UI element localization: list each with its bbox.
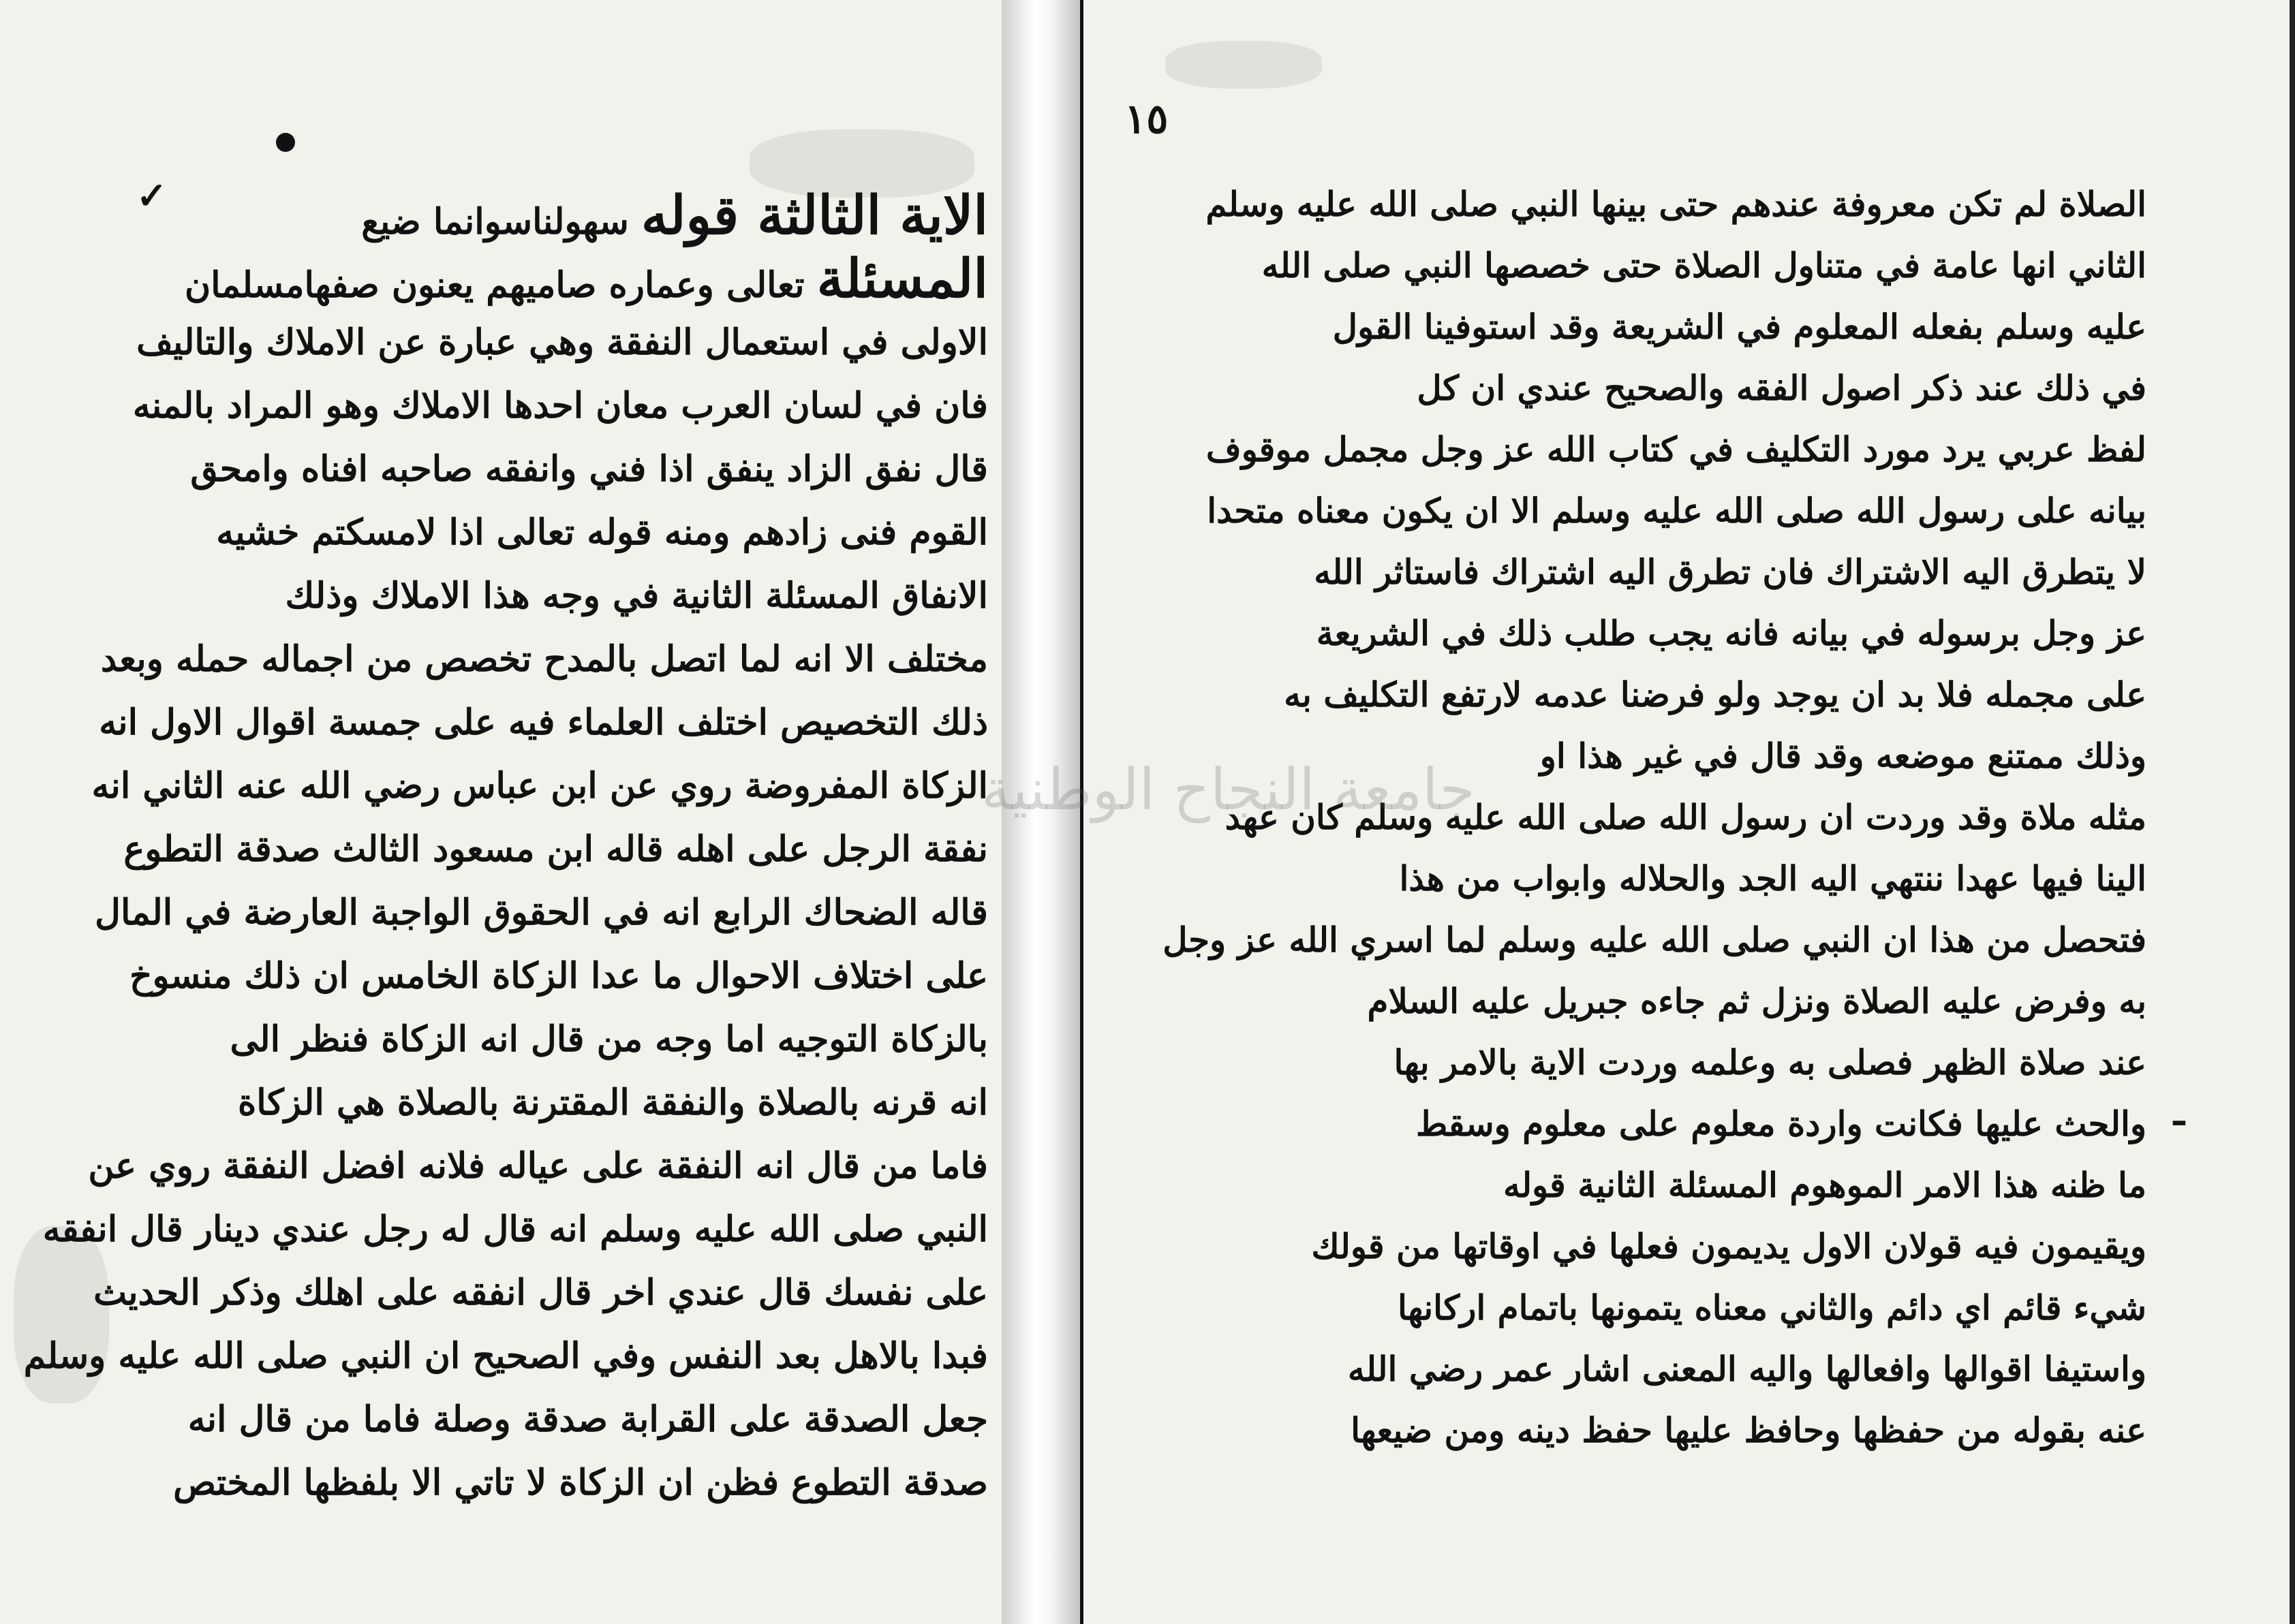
text-line: فبدا بالاهل بعد النفس وفي الصحيح ان النبي صلى الله عليه وسلم <box>23 1335 988 1377</box>
text-line: فتحصل من هذا ان النبي صلى الله عليه وسلم لما اسري الله عز وجل <box>1162 920 2146 960</box>
text-line: الانفاق المسئلة الثانية في وجه هذا الاملاك وذلك <box>285 575 988 616</box>
text-line: ذلك التخصيص اختلف العلماء فيه على جمسة اقوال الاول انه <box>99 702 988 743</box>
text-line: ما ظنه هذا الامر الموهوم المسئلة الثانية قوله <box>1503 1165 2146 1205</box>
text-line: واستيفا اقوالها وافعالها واليه المعنى اشار عمر رضي الله <box>1347 1349 2146 1389</box>
text-line: لا يتطرق اليه الاشتراك فان تطرق اليه اشتراك فاستاثر الله <box>1314 552 2146 592</box>
text-line: وذلك ممتنع موضعه وقد قال في غير هذا او <box>1539 736 2146 776</box>
text-line: الزكاة المفروضة روي عن ابن عباس رضي الله عنه الثاني انه <box>91 765 988 807</box>
text-line: على اختلاف الاحوال ما عدا الزكاة الخامس ان ذلك منسوخ <box>129 955 988 997</box>
text-line: والحث عليها فكانت واردة معلوم على معلوم وسقط <box>1416 1104 2146 1144</box>
text-line: القوم فنى زادهم ومنه قوله تعالى اذا لامسكتم خشيه <box>216 512 988 553</box>
worm-hole <box>276 133 295 152</box>
left-page-text <box>23 184 988 1514</box>
left-page <box>0 0 1002 1624</box>
library-watermark: جامعة النجاح الوطنية <box>981 756 1475 823</box>
text-line: الاولى في استعمال النفقة وهي عبارة عن الاملاك والتاليف <box>136 322 988 363</box>
text-line: عنه بقوله من حفظها وحافظ عليها حفظ دينه ومن ضيعها <box>1351 1410 2146 1450</box>
text-line: في ذلك عند ذكر اصول الفقه والصحيح عندي ان كل <box>1417 368 2146 408</box>
section-heading: الاية الثالثة قوله <box>641 185 988 247</box>
text-line: مختلف الا انه لما اتصل بالمدح تخصص من اجماله حمله وبعد <box>100 638 988 680</box>
text-line: الصلاة لم تكن معروفة عندهم حتى بينها النبي صلى الله عليه وسلم <box>1205 184 2146 224</box>
text-line: قال نفق الزاد ينفق اذا فني وانفقه صاحبه افناه وامحق <box>190 448 988 490</box>
text-line: صدقة التطوع فظن ان الزكاة لا تاتي الا بلفظها المختص <box>173 1462 988 1503</box>
text-line: انه قرنه بالصلاة والنفقة المقترنة بالصلاة هي الزكاة <box>237 1082 988 1123</box>
text-line: النبي صلى الله عليه وسلم انه قال له رجل عندي دينار قال انفقه <box>42 1208 988 1250</box>
margin-mark: ✓ <box>136 174 168 217</box>
text-line: الينا فيها عهدا ننتهي اليه الجد والحلاله وابواب من هذا <box>1399 858 2146 899</box>
text-line: عند صلاة الظهر فصلى به وعلمه وردت الاية بالامر بها <box>1393 1042 2146 1082</box>
text-line: نفقة الرجل على اهله قاله ابن مسعود الثالث صدقة التطوع <box>123 828 988 870</box>
text-line: لفظ عربي يرد مورد التكليف في كتاب الله عز وجل مجمل موقوف <box>1205 429 2146 469</box>
text-line <box>157 184 988 247</box>
text-line: مثله ملاة وقد وردت ان رسول الله صلى الله عليه وسلم كان عهد <box>1224 797 2146 837</box>
folio-number: ١٥ <box>1124 95 1169 143</box>
text-line: على مجمله فلا بد ان يوجد ولو فرضنا عدمه لارتفع التكليف به <box>1284 674 2146 715</box>
line-text: تعالى وعماره صاميهم يعنون صفهامسلمان <box>184 264 805 306</box>
text-line <box>157 247 988 311</box>
text-line: ويقيمون فيه قولان الاول يديمون فعلها في اوقاتها من قولك <box>1311 1226 2146 1266</box>
text-line: الثاني انها عامة في متناول الصلاة حتى خصصها النبي صلى الله <box>1261 245 2146 285</box>
text-line: على نفسك قال عندي اخر قال انفقه على اهلك وذكر الحديث <box>93 1272 988 1313</box>
paper-stain <box>1165 41 1322 89</box>
text-line: بيانه على رسول الله صلى الله عليه وسلم الا ان يكون معناه متحدا <box>1207 490 2146 531</box>
text-line: شيء قائم اي دائم والثاني معناه يتمونها باتمام اركانها <box>1397 1287 2146 1328</box>
section-subheading: المسئلة <box>816 248 988 310</box>
text-line: فاما من قال انه النفقة على عياله فلانه افضل النفقة روي عن <box>88 1145 988 1187</box>
margin-mark: ـ <box>2174 1090 2185 1134</box>
text-line: عليه وسلم بفعله المعلوم في الشريعة وقد استوفينا القول <box>1332 307 2146 347</box>
page-edge <box>2290 0 2295 1624</box>
text-line: قاله الضحاك الرابع انه في الحقوق الواجبة العارضة في المال <box>95 892 988 933</box>
text-line: عز وجل برسوله في بيانه فانه يجب طلب ذلك في الشريعة <box>1316 613 2146 653</box>
text-line: جعل الصدقة على القرابة صدقة وصلة فاما من قال انه <box>187 1399 988 1440</box>
text-line: بالزكاة التوجيه اما وجه من قال انه الزكاة فنظر الى <box>230 1018 988 1060</box>
text-line: فان في لسان العرب معان احدها الاملاك وهو المراد بالمنه <box>132 385 988 426</box>
line-text: سهولناسوانما ضيع <box>361 201 629 243</box>
text-line: به وفرض عليه الصلاة ونزل ثم جاءه جبريل عليه السلام <box>1367 981 2146 1021</box>
